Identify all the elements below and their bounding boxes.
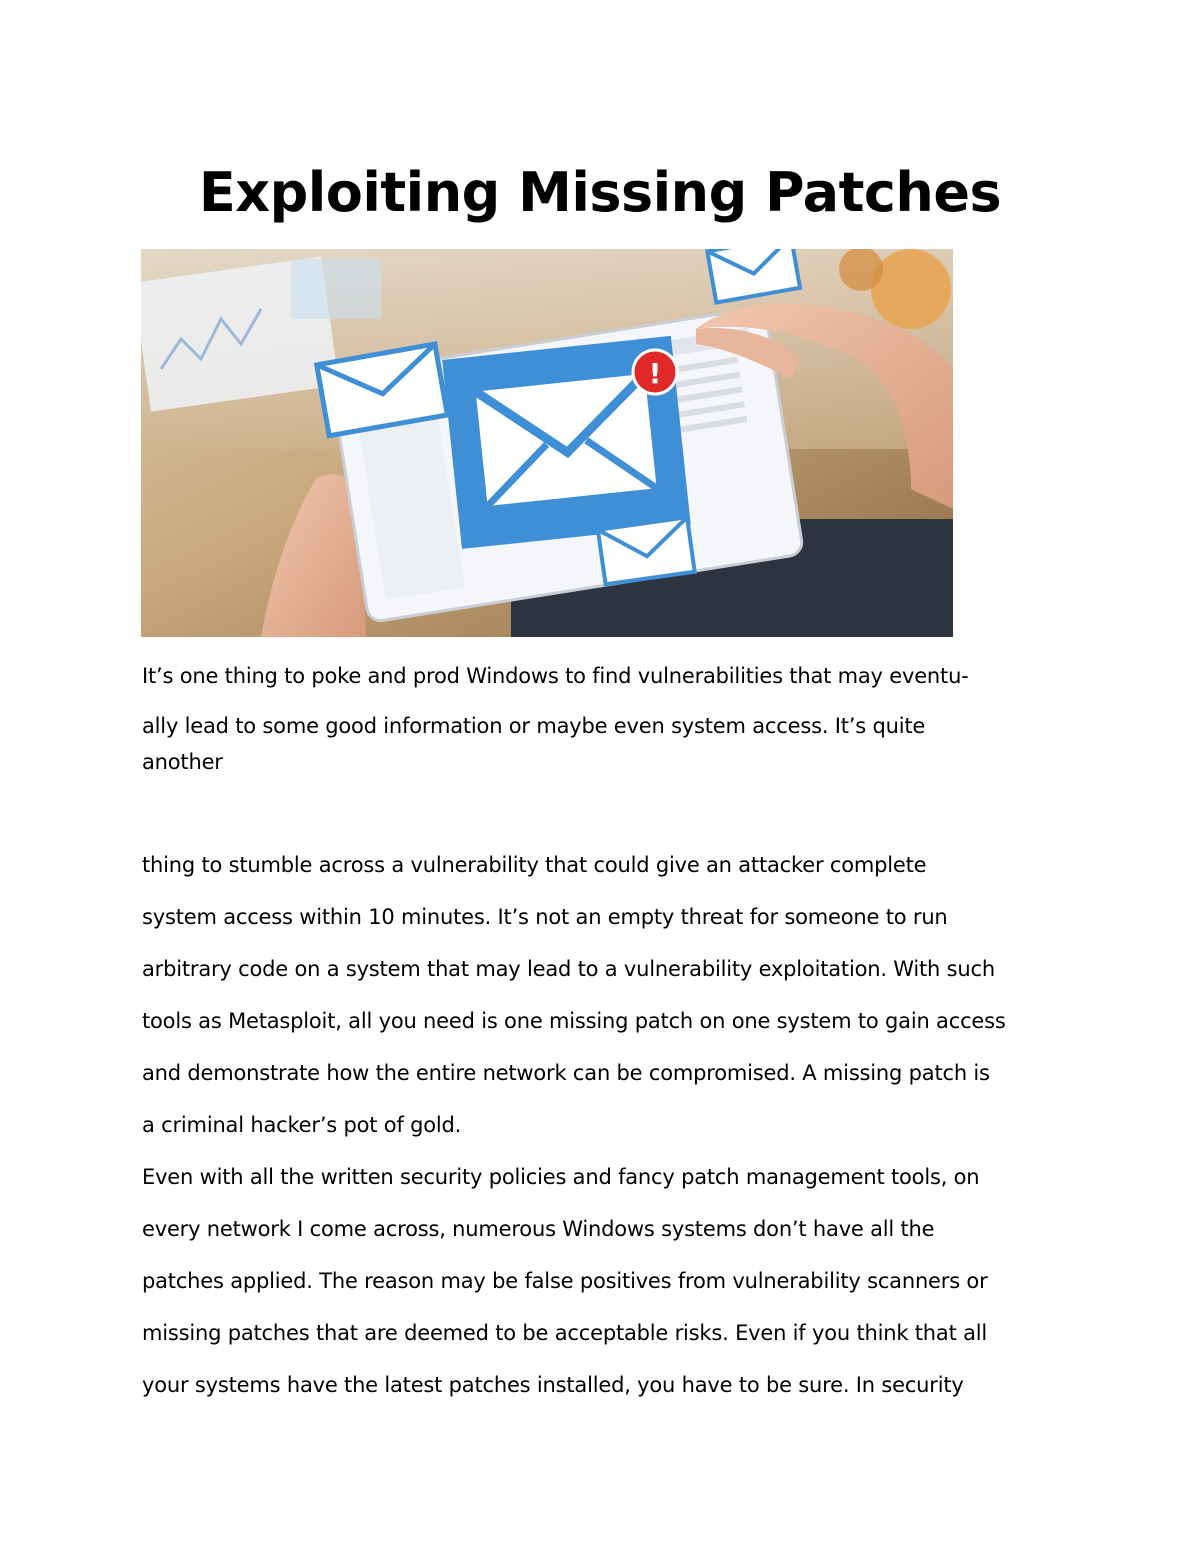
text-line: thing to stumble across a vulnerability that could give an attacker complete xyxy=(142,853,927,877)
text-line: ally lead to some good information or maybe even system access. It’s quite xyxy=(142,714,926,738)
hero-image xyxy=(141,249,953,637)
text-line: arbitrary code on a system that may lead to a vulnerability exploitation. With such xyxy=(142,957,995,981)
text-line: missing patches that are deemed to be acceptable risks. Even if you think that all xyxy=(142,1321,988,1345)
text-line: It’s one thing to poke and prod Windows to find vulnerabilities that may eventu- xyxy=(142,664,969,688)
page-title: Exploiting Missing Patches xyxy=(198,161,1002,224)
text-line: Even with all the written security policies and fancy patch management tools, on xyxy=(142,1165,980,1189)
text-line: patches applied. The reason may be false positives from vulnerability scanners or xyxy=(142,1269,988,1293)
text-line: every network I come across, numerous Windows systems don’t have all the xyxy=(142,1217,935,1241)
text-line: and demonstrate how the entire network can be compromised. A missing patch is xyxy=(142,1061,990,1085)
text-line: tools as Metasploit, all you need is one missing patch on one system to gain access xyxy=(142,1009,1006,1033)
alert-badge-symbol: ! xyxy=(648,357,662,390)
text-line: your systems have the latest patches installed, you have to be sure. In security xyxy=(142,1373,964,1397)
text-line: system access within 10 minutes. It’s not an empty threat for someone to run xyxy=(142,905,948,929)
text-line: another xyxy=(142,750,223,774)
text-line: a criminal hacker’s pot of gold. xyxy=(142,1113,462,1137)
